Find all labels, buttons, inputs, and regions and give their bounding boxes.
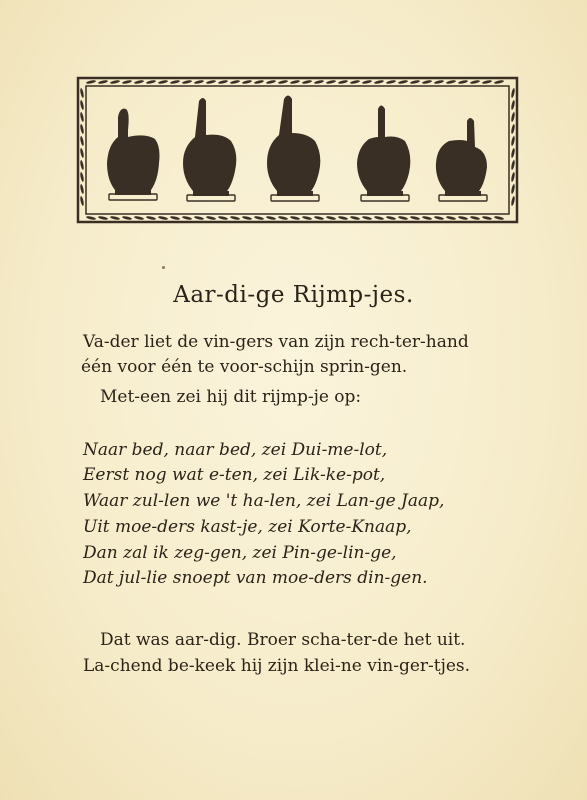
border-leaf: [511, 196, 516, 206]
border-leaf: [80, 160, 85, 170]
border-leaf: [446, 80, 456, 85]
border-leaf: [242, 216, 252, 221]
border-leaf: [242, 80, 252, 85]
border-leaf: [326, 216, 336, 221]
border-leaf: [410, 216, 420, 221]
border-leaf: [511, 172, 516, 182]
border-leaf: [338, 216, 348, 221]
border-leaf: [206, 80, 216, 85]
border-leaf: [122, 80, 132, 85]
border-leaf: [110, 80, 120, 85]
border-leaf: [458, 216, 468, 221]
border-leaf: [80, 100, 85, 110]
intro-line-3: Met-een zei hij dit rijmp-je op:: [100, 387, 362, 407]
border-leaf: [482, 216, 492, 221]
border-leaf: [511, 148, 516, 158]
border-leaf: [290, 80, 300, 85]
border-leaf: [80, 136, 85, 146]
border-leaf: [254, 80, 264, 85]
border-leaf: [434, 80, 444, 85]
border-leaf: [230, 80, 240, 85]
border-leaf: [254, 216, 264, 221]
border-leaf: [410, 80, 420, 85]
border-leaf: [146, 216, 156, 221]
border-leaf: [434, 216, 444, 221]
border-leaf: [386, 216, 396, 221]
border-leaf: [470, 80, 480, 85]
border-leaf: [182, 216, 192, 221]
border-leaf: [182, 80, 192, 85]
verse-line-3: Waar zul-len we 't ha-len, zei Lan-ge Jaap,: [83, 491, 445, 511]
border-leaf: [511, 112, 516, 122]
index-finger-hand-icon: [183, 98, 236, 201]
border-leaf: [494, 216, 504, 221]
border-leaf: [338, 80, 348, 85]
border-leaf: [494, 80, 504, 85]
border-leaf: [266, 80, 276, 85]
border-leaf: [218, 80, 228, 85]
pinky-finger-hand-icon: [436, 118, 487, 201]
border-leaf: [422, 216, 432, 221]
border-leaf: [398, 80, 408, 85]
thumb-hand-icon: [107, 109, 160, 200]
intro-line-1: Va-der liet de vin-gers van zijn rech-ter-hand: [83, 332, 469, 352]
border-leaf: [302, 216, 312, 221]
border-leaf: [422, 80, 432, 85]
verse-line-4: Uit moe-ders kast-je, zei Korte-Knaap,: [83, 517, 412, 537]
border-leaf: [278, 80, 288, 85]
border-leaf: [374, 216, 384, 221]
border-leaf: [266, 216, 276, 221]
border-leaf: [446, 216, 456, 221]
ring-finger-hand-icon: [357, 106, 410, 202]
border-leaf: [511, 184, 516, 194]
border-leaf: [80, 184, 85, 194]
border-leaf: [314, 216, 324, 221]
border-leaf: [158, 80, 168, 85]
border-leaf: [511, 160, 516, 170]
border-leaf: [290, 216, 300, 221]
border-leaf: [80, 88, 85, 98]
border-leaf: [86, 216, 96, 221]
border-leaf: [398, 216, 408, 221]
border-leaf: [80, 172, 85, 182]
border-leaf: [458, 80, 468, 85]
outro-line-2: La-chend be-keek hij zijn klei-ne vin-ger-tjes.: [83, 656, 471, 676]
verse-line-5: Dan zal ik zeg-gen, zei Pin-ge-lin-ge,: [83, 543, 397, 563]
border-leaf: [482, 80, 492, 85]
border-leaf: [470, 216, 480, 221]
border-leaf: [230, 216, 240, 221]
outro-line-1: Dat was aar-dig. Broer scha-ter-de het uit.: [100, 630, 466, 650]
border-leaf: [80, 148, 85, 158]
border-leaf: [134, 80, 144, 85]
border-leaf: [386, 80, 396, 85]
border-leaf: [80, 112, 85, 122]
border-leaf: [80, 124, 85, 134]
verse-line-6: Dat jul-lie snoept van moe-ders din-gen.: [83, 568, 428, 588]
border-leaf: [511, 124, 516, 134]
border-leaf: [350, 216, 360, 221]
border-leaf: [86, 80, 96, 85]
border-leaf: [122, 216, 132, 221]
middle-finger-hand-icon: [267, 96, 320, 202]
print-speck: [162, 266, 165, 269]
border-leaf: [146, 80, 156, 85]
intro-line-2: één voor één te voor-schijn sprin-gen.: [81, 357, 408, 377]
border-leaf: [314, 80, 324, 85]
verse-line-2: Eerst nog wat e-ten, zei Lik-ke-pot,: [83, 465, 386, 485]
border-leaf: [374, 80, 384, 85]
border-leaf: [511, 88, 516, 98]
border-leaf: [170, 216, 180, 221]
border-leaf: [511, 136, 516, 146]
border-leaf: [194, 216, 204, 221]
border-leaf: [194, 80, 204, 85]
verse-line-1: Naar bed, naar bed, zei Dui-me-lot,: [83, 440, 388, 460]
border-leaf: [98, 80, 108, 85]
border-leaf: [110, 216, 120, 221]
border-leaf: [170, 80, 180, 85]
page-title: Aar-di-ge Rijmp-jes.: [173, 282, 414, 308]
border-leaf: [158, 216, 168, 221]
border-leaf: [326, 80, 336, 85]
border-leaf: [302, 80, 312, 85]
border-leaf: [278, 216, 288, 221]
border-leaf: [218, 216, 228, 221]
border-leaf: [362, 216, 372, 221]
border-leaf: [134, 216, 144, 221]
hands-illustration: [75, 75, 520, 225]
border-leaf: [206, 216, 216, 221]
border-leaf: [80, 196, 85, 206]
border-leaf: [350, 80, 360, 85]
border-leaf: [98, 216, 108, 221]
border-leaf: [511, 100, 516, 110]
border-leaf: [362, 80, 372, 85]
